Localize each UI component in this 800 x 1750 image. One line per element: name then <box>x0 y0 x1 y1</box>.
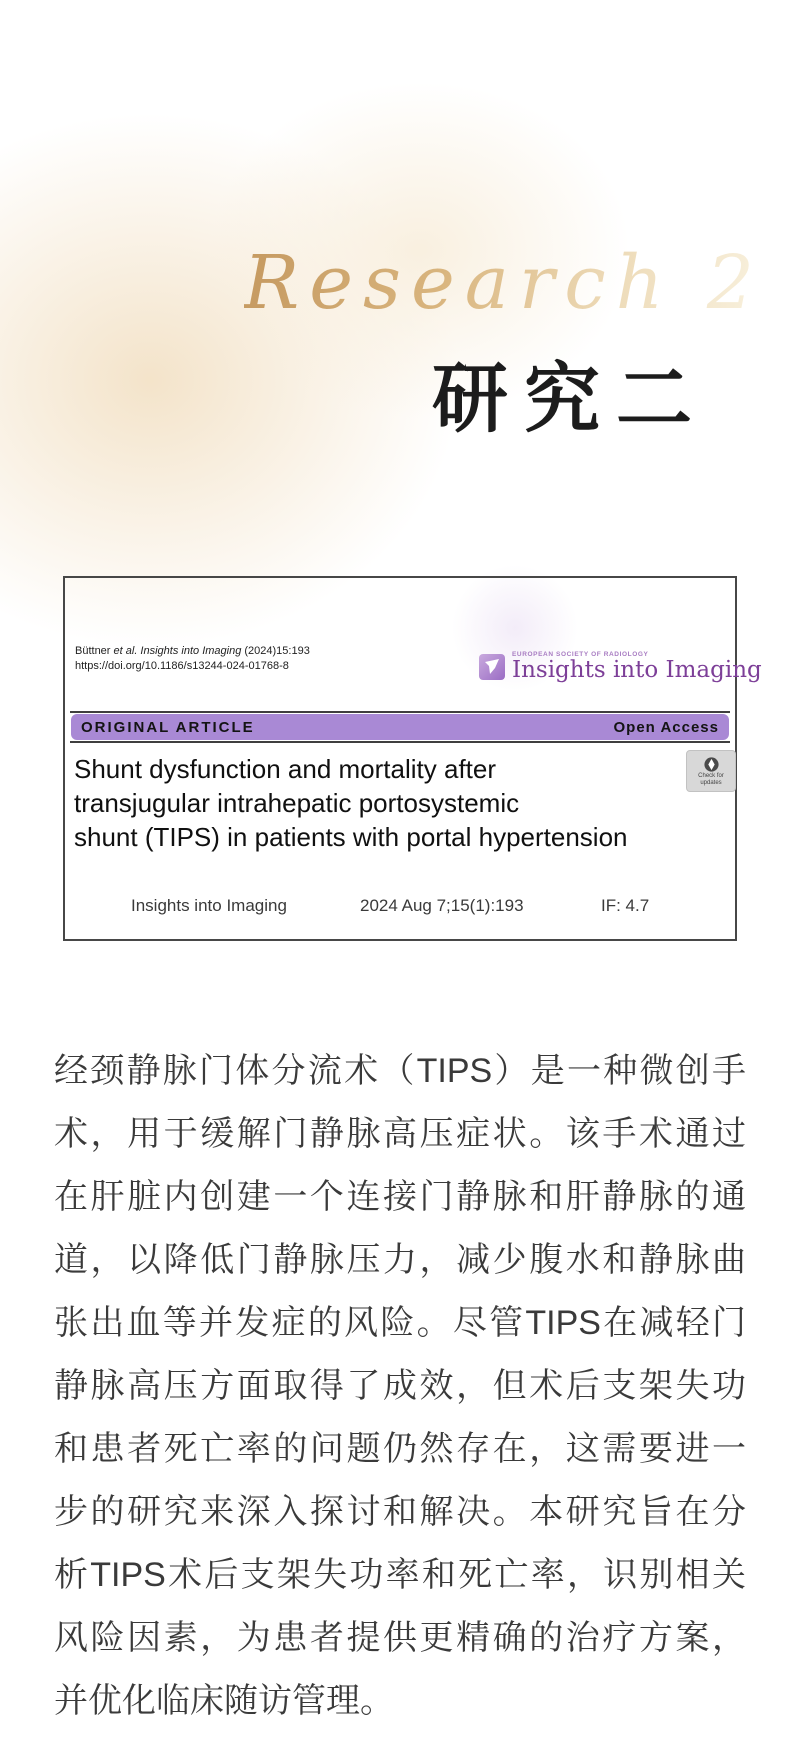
paragraph-line: 静脉高压方面取得了成效，但术后支架失功 <box>54 1367 746 1405</box>
check-badge-caption-line: Check for <box>698 772 724 779</box>
banner-bottom-rule <box>70 741 730 743</box>
paragraph-line: 和患者死亡率的问题仍然存在，这需要进一 <box>54 1430 746 1468</box>
paragraph-line: 张出血等并发症的风险。尽管TIPS在减轻门 <box>54 1304 746 1342</box>
paper-title-line: shunt (TIPS) in patients with portal hypertension <box>74 822 628 852</box>
society-name: EUROPEAN SOCIETY OF RADIOLOGY <box>512 651 649 658</box>
paper-title-line: transjugular intrahepatic portosystemic <box>74 788 520 818</box>
paper-title-line: Shunt dysfunction and mortality after <box>74 754 497 784</box>
esr-logo-icon <box>479 654 505 680</box>
banner-top-rule <box>70 711 730 713</box>
meta-impact-factor: IF: 4.7 <box>601 896 650 915</box>
paragraph-line: 并优化临床随访管理。 <box>54 1682 394 1720</box>
doi-text: https://doi.org/10.1186/s13244-024-01768-8 <box>75 660 289 672</box>
paragraph-line: 在肝脏内创建一个连接门静脉和肝静脉的通 <box>54 1178 746 1216</box>
paper-screenshot-card <box>63 576 762 941</box>
paragraph-line: 经颈静脉门体分流术（TIPS）是一种微创手 <box>54 1052 746 1090</box>
journal-name: Insights into Imaging <box>512 657 762 683</box>
section-title-chinese: 研究二 <box>432 354 708 443</box>
article-type-banner <box>71 714 729 740</box>
paragraph-line: 步的研究来深入探讨和解决。本研究旨在分 <box>54 1493 746 1531</box>
paragraph-line: 风险因素，为患者提供更精确的治疗方案， <box>54 1619 746 1657</box>
paragraph-line: 术，用于缓解门静脉高压症状。该手术通过 <box>54 1115 746 1153</box>
citation-authors: Büttner <box>75 645 114 657</box>
check-badge-caption-line: updates <box>700 779 722 786</box>
meta-journal-name: Insights into Imaging <box>131 896 287 915</box>
abstract-paragraph <box>54 1040 746 1733</box>
citation-journal-italic: et al. Insights into Imaging <box>113 645 242 657</box>
article-type-label: ORIGINAL ARTICLE <box>81 718 255 736</box>
journal-logo-text <box>512 651 762 683</box>
open-access-label: Open Access <box>613 718 719 736</box>
paragraph-line: 析TIPS术后支架失功率和死亡率，识别相关 <box>54 1556 746 1594</box>
section-title-english: Research 2 <box>243 240 764 326</box>
paragraph-line: 道，以降低门静脉压力，减少腹水和静脉曲 <box>54 1241 746 1279</box>
citation-block <box>75 644 310 674</box>
journal-logo <box>479 651 762 683</box>
paper-title <box>74 752 734 854</box>
check-badge-caption <box>698 773 724 787</box>
meta-publish-date: 2024 Aug 7;15(1):193 <box>360 896 524 915</box>
crossref-check-icon <box>703 756 720 773</box>
citation-line <box>75 644 310 659</box>
citation-volume: (2024)15:193 <box>241 645 310 657</box>
check-for-updates-badge <box>686 750 736 792</box>
